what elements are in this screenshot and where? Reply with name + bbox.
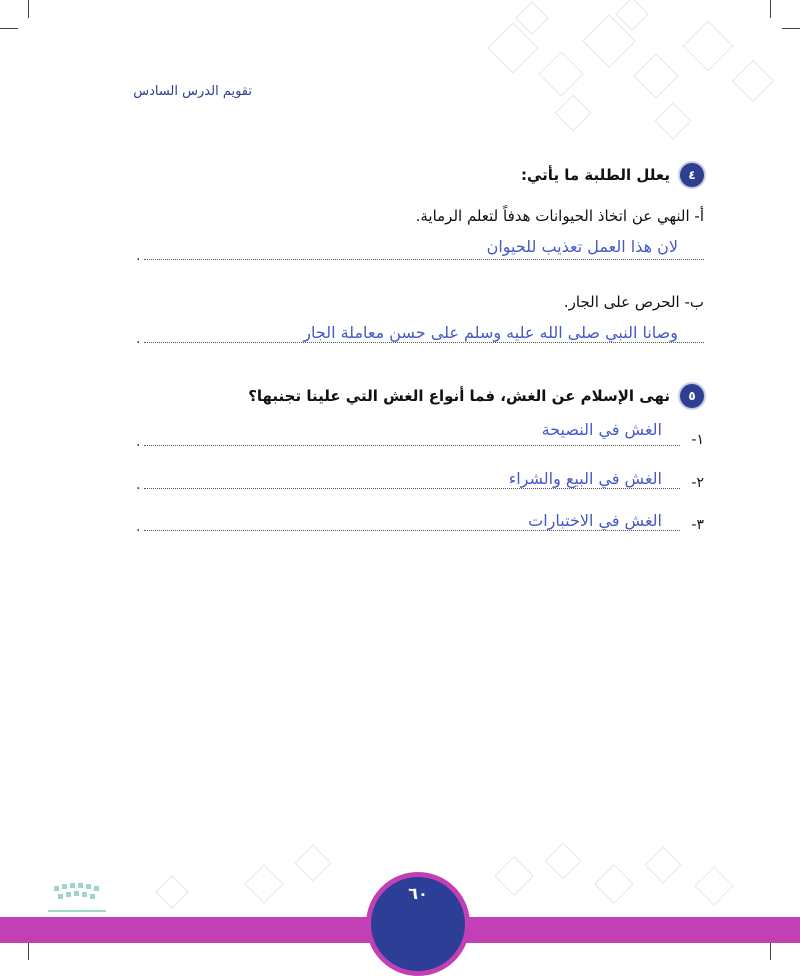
item-1-label: ١- xyxy=(691,432,704,448)
question-number-badge: ٥ xyxy=(680,384,704,408)
item-b-text: ب- الحرص على الجار. xyxy=(563,293,704,311)
answer-3-handwriting: الغش في الاختبارات xyxy=(528,511,662,530)
question-text: نهى الإسلام عن الغش، فما أنواع الغش التي علينا تجنبها؟ xyxy=(248,387,670,405)
line-end-dot: . xyxy=(136,519,141,535)
decor-diamond xyxy=(295,845,332,882)
decor-diamond xyxy=(244,864,284,904)
decor-diamond xyxy=(538,51,583,96)
line-end-dot: . xyxy=(136,434,141,450)
answer-a-handwriting: لان هذا العمل تعذيب للحيوان xyxy=(486,237,678,256)
item-2-label: ٢- xyxy=(691,475,704,491)
line-end-dot: . xyxy=(136,248,141,264)
answer-1-handwriting: الغش في النصيحة xyxy=(541,420,662,439)
decor-diamond xyxy=(683,21,734,72)
crop-mark xyxy=(770,942,771,960)
answer-1-line xyxy=(144,445,680,446)
answer-b-line xyxy=(144,342,704,343)
line-end-dot: . xyxy=(136,477,141,493)
answer-2-line xyxy=(144,488,680,489)
answer-2-handwriting: الغش في البيع والشراء xyxy=(508,469,662,488)
crop-mark xyxy=(28,942,29,960)
decor-diamond xyxy=(555,95,592,132)
answer-a-line xyxy=(144,259,704,260)
question-number-badge: ٤ xyxy=(680,163,704,187)
question-text: يعلل الطلبة ما يأتي: xyxy=(521,166,670,184)
crop-mark xyxy=(770,0,771,18)
question-5 xyxy=(248,384,704,408)
line-end-dot: . xyxy=(136,331,141,347)
decor-diamond xyxy=(545,843,582,880)
answer-b-handwriting: وصانا النبي صلى الله عليه وسلم على حسن معاملة الجار xyxy=(303,323,678,342)
decor-diamond xyxy=(655,103,692,140)
item-3-label: ٣- xyxy=(691,517,704,533)
decor-diamond xyxy=(694,866,734,906)
decor-diamond xyxy=(155,875,189,909)
decor-diamond xyxy=(732,60,774,102)
crop-mark xyxy=(782,28,800,29)
answer-3-line xyxy=(144,530,680,531)
decor-diamond xyxy=(494,856,534,896)
decor-diamond xyxy=(594,864,634,904)
page-header-title: تقويم الدرس السادس xyxy=(133,84,252,99)
item-a-text: أ- النهي عن اتخاذ الحيوانات هدفاً لتعلم الرماية. xyxy=(415,207,704,225)
crop-mark xyxy=(0,28,18,29)
page-number: ٦٠ xyxy=(408,884,428,903)
decor-diamond xyxy=(633,53,678,98)
decor-diamond xyxy=(645,847,682,884)
crop-mark xyxy=(28,0,29,18)
question-4 xyxy=(521,163,704,187)
